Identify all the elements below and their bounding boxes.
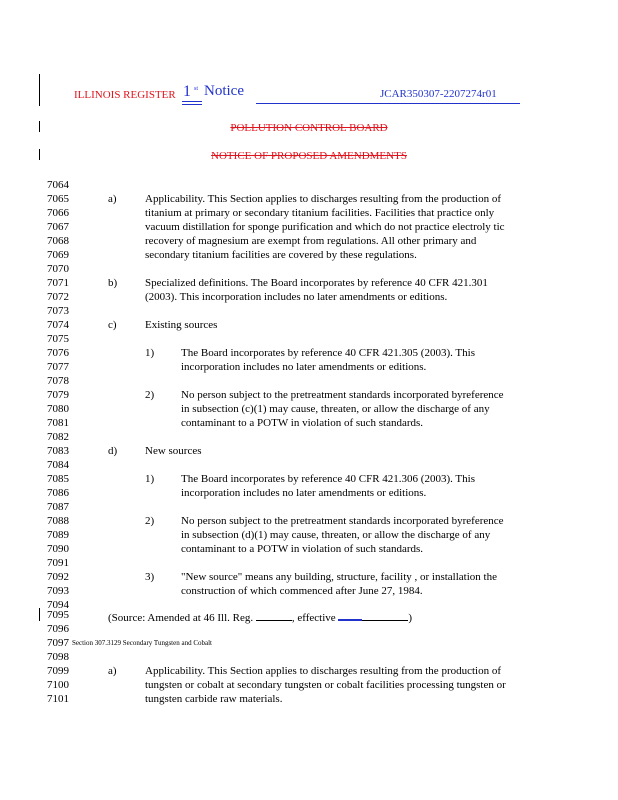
line-number: 7066 xyxy=(47,207,69,219)
subparagraph-c1-line: incorporation includes no later amendments or editions. xyxy=(181,361,427,373)
paragraph-a-line: vacuum distillation for sponge purification and which do not practice electroly tic xyxy=(145,221,505,233)
paragraph-b-label: b) xyxy=(108,277,118,289)
page-number: 1 xyxy=(183,83,191,100)
line-number: 7072 xyxy=(47,291,69,303)
subparagraph-d2-label: 2) xyxy=(145,515,155,527)
subparagraph-d2-line: No person subject to the pretreatment standards incorporated byreference xyxy=(181,515,504,527)
line-number: 7065 xyxy=(47,193,69,205)
line-number: 7073 xyxy=(47,305,69,317)
subparagraph-d3-line: construction of which commenced after June 27, 1984. xyxy=(181,585,423,597)
effective-date-blank-inserted xyxy=(338,609,362,621)
subparagraph-d3-label: 3) xyxy=(145,571,155,583)
page-number-suffix: st xyxy=(194,86,199,92)
register-label: ILLINOIS REGISTER xyxy=(74,89,176,101)
register-page-blank xyxy=(256,610,292,621)
line-number: 7098 xyxy=(47,651,69,663)
subparagraph-d2-line: contaminant to a POTW in violation of such standards. xyxy=(181,543,424,555)
notice-title: NOTICE OF PROPOSED AMENDMENTS xyxy=(211,150,407,162)
line-number: 7064 xyxy=(47,179,69,191)
line-number: 7088 xyxy=(47,515,69,527)
subparagraph-c1-line: The Board incorporates by reference 40 CFR 421.305 (2003). This xyxy=(181,347,475,359)
next-paragraph-a-line: tungsten or cobalt at secondary tungsten or cobalt facilities processing tungsten or xyxy=(145,679,506,691)
line-number: 7067 xyxy=(47,221,69,233)
paragraph-c-label: c) xyxy=(108,319,117,331)
paragraph-b-line: (2003). This incorporation includes no later amendments or editions. xyxy=(145,291,448,303)
line-number: 7076 xyxy=(47,347,69,359)
effective-date-blank xyxy=(362,610,408,621)
source-close-paren: ) xyxy=(408,612,413,624)
line-number: 7074 xyxy=(47,319,69,331)
line-number: 7084 xyxy=(47,459,69,471)
line-number: 7099 xyxy=(47,665,69,677)
paragraph-a-label: a) xyxy=(108,193,117,205)
subparagraph-d1-label: 1) xyxy=(145,473,155,485)
line-number: 7083 xyxy=(47,445,69,457)
notice-field: Notice xyxy=(204,83,244,99)
paragraph-d-label: d) xyxy=(108,445,118,457)
paragraph-d-text: New sources xyxy=(145,445,202,457)
subparagraph-c2-line: contaminant to a POTW in violation of such standards. xyxy=(181,417,424,429)
line-number: 7080 xyxy=(47,403,69,415)
subparagraph-c2-label: 2) xyxy=(145,389,155,401)
line-number: 7095 xyxy=(47,609,69,621)
line-number: 7091 xyxy=(47,557,69,569)
page-number-rule-2 xyxy=(182,104,202,105)
subparagraph-d1-line: The Board incorporates by reference 40 CFR 421.306 (2003). This xyxy=(181,473,475,485)
source-effective-label: , effective xyxy=(291,612,336,624)
next-paragraph-a-line: Applicability. This Section applies to discharges resulting from the production of xyxy=(145,665,502,677)
change-bar-source xyxy=(39,608,40,621)
line-number: 7092 xyxy=(47,571,69,583)
subparagraph-d3-line: "New source" means any building, structure, facility , or installation the xyxy=(181,571,497,583)
subparagraph-d2-line: in subsection (d)(1) may cause, threaten, or allow the discharge of any xyxy=(181,529,491,541)
section-heading: Section 307.3129 Secondary Tungsten and Cobalt xyxy=(72,639,212,647)
line-number: 7078 xyxy=(47,375,69,387)
paragraph-c-text: Existing sources xyxy=(145,319,218,331)
source-note-prefix: (Source: Amended at 46 Ill. Reg. xyxy=(108,612,254,624)
page-number-rule-1 xyxy=(182,101,202,102)
line-number: 7089 xyxy=(47,529,69,541)
line-number: 7077 xyxy=(47,361,69,373)
paragraph-a-line: recovery of magnesium are exempt from regulations. All other primary and xyxy=(145,235,477,247)
paragraph-a-line: Applicability. This Section applies to discharges resulting from the production of xyxy=(145,193,502,205)
line-number: 7070 xyxy=(47,263,69,275)
register-header xyxy=(74,84,534,106)
line-number: 7069 xyxy=(47,249,69,261)
line-number: 7097 xyxy=(47,637,69,649)
line-number: 7093 xyxy=(47,585,69,597)
line-number: 7100 xyxy=(47,679,69,691)
line-number: 7090 xyxy=(47,543,69,555)
subparagraph-d1-line: incorporation includes no later amendments or editions. xyxy=(181,487,427,499)
line-number: 7094 xyxy=(47,599,69,611)
header-underline xyxy=(256,103,520,104)
change-bar-header xyxy=(39,74,40,106)
line-number: 7068 xyxy=(47,235,69,247)
line-number: 7079 xyxy=(47,389,69,401)
line-number: 7096 xyxy=(47,623,69,635)
document-id: JCAR350307-2207274r01 xyxy=(380,88,497,100)
line-number: 7101 xyxy=(47,693,69,705)
line-number: 7082 xyxy=(47,431,69,443)
next-paragraph-a-line: tungsten carbide raw materials. xyxy=(145,693,283,705)
subparagraph-c2-line: No person subject to the pretreatment standards incorporated byreference xyxy=(181,389,504,401)
subparagraph-c1-label: 1) xyxy=(145,347,155,359)
subparagraph-c2-line: in subsection (c)(1) may cause, threaten, or allow the discharge of any xyxy=(181,403,490,415)
line-number: 7071 xyxy=(47,277,69,289)
line-number: 7081 xyxy=(47,417,69,429)
line-number: 7085 xyxy=(47,473,69,485)
board-title: POLLUTION CONTROL BOARD xyxy=(230,122,388,134)
paragraph-a-line: titanium at primary or secondary titanium facilities. Facilities that practice only xyxy=(145,207,495,219)
paragraph-b-line: Specialized definitions. The Board incorporates by reference 40 CFR 421.301 xyxy=(145,277,488,289)
line-number: 7087 xyxy=(47,501,69,513)
source-note xyxy=(108,609,412,624)
paragraph-a-line: secondary titanium facilities are covered by these regulations. xyxy=(145,249,417,261)
next-paragraph-a-label: a) xyxy=(108,665,117,677)
line-number: 7075 xyxy=(47,333,69,345)
line-number: 7086 xyxy=(47,487,69,499)
